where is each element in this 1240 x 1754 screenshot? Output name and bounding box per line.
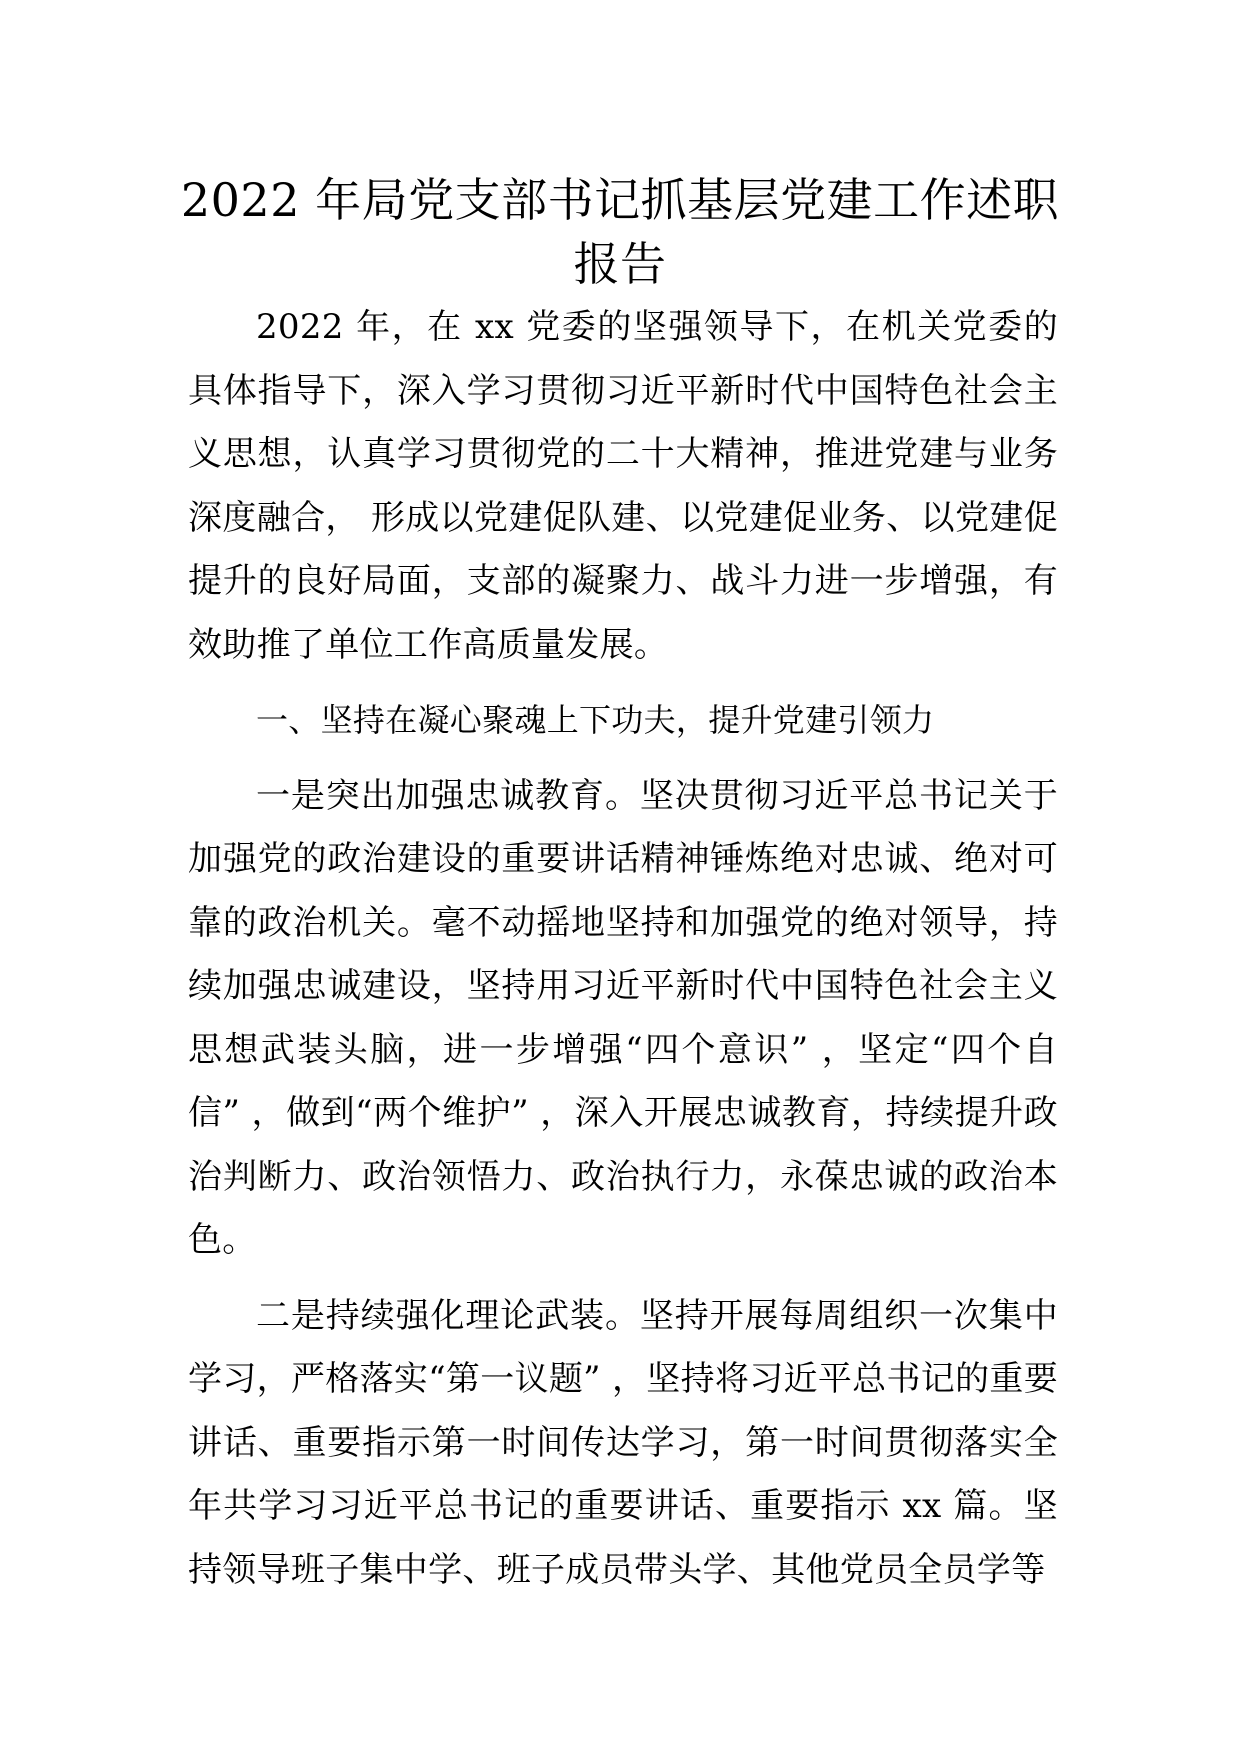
title-line-2: 报告 bbox=[573, 237, 667, 291]
body-paragraph-2: 二是持续强化理论武装。坚持开展每周组织一次集中学习，严格落实“第一议题” ，坚持将习近平总书记的重要讲话、重要指示第一时间传达学习，第一时间贯彻落实全年共学习习近平总书记的重要讲话、重要指示 xx 篇。坚持领导班子集中学、班子成员带头学、其他党员全员学等 bbox=[188, 1295, 1058, 1590]
body-paragraph-1: 一是突出加强忠诚教育。坚决贯彻习近平总书记关于加强党的政治建设的重要讲话精神锤炼绝对忠诚、绝对可靠的政治机关。毫不动摇地坚持和加强党的绝对领导，持续加强忠诚建设，坚持用习近平新时代中国特色社会主义思想武装头脑，进一步增强“四个意识” ，坚定“四个自信” ，做到“两个维护” ，深入开展忠诚教育，持续提升政治判断力、政治领悟力、政治执行力，永葆忠诚的政治本色。 bbox=[188, 775, 1058, 1260]
title-line-1: 2022 年局党支部书记抓基层党建工作述职 bbox=[180, 173, 1060, 227]
intro-paragraph: 2022 年，在 xx 党委的坚强领导下，在机关党委的具体指导下，深入学习贯彻习近平新时代中国特色社会主义思想，认真学习贯彻党的二十大精神，推进党建与业务深度融合， 形成以党建促队建、以党建促业务、以党建促提升的良好局面，支部的凝聚力、战斗力进一步增强，有效助推了单位工作高质量发展。 bbox=[188, 307, 1058, 665]
document-title bbox=[150, 168, 1090, 296]
section-heading-1: 一、坚持在凝心聚魂上下功夫，提升党建引领力 bbox=[256, 701, 935, 739]
document-body bbox=[188, 296, 1058, 1614]
